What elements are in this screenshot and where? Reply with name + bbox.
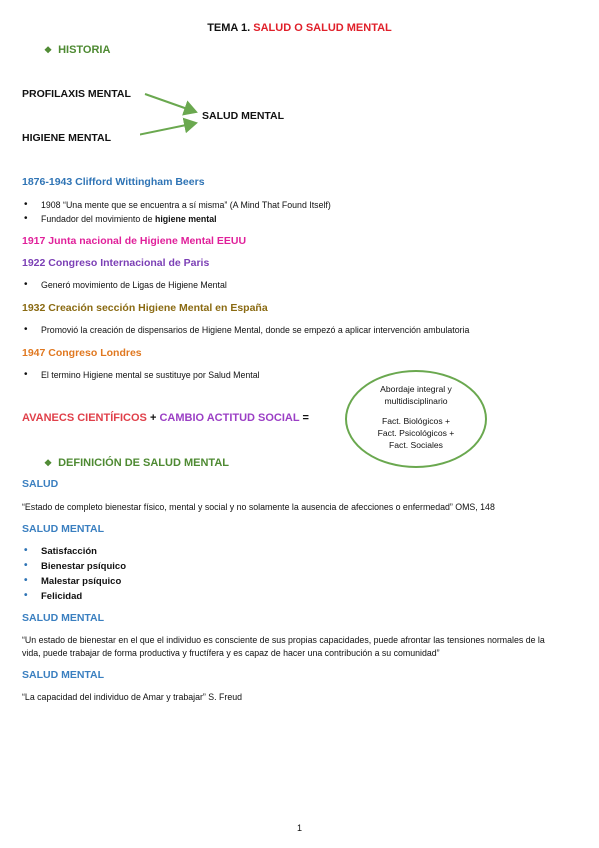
- heading-1876: 1876-1943 Clifford Wittingham Beers: [22, 176, 205, 188]
- arrow-top: [145, 94, 196, 112]
- quote-salud: “Estado de completo bienestar físico, mental y social y no solamente la ausencia de afecciones o enfermedad” OMS, 148: [22, 502, 495, 512]
- section-historia: [44, 44, 110, 56]
- heading-salud-mental-2: SALUD MENTAL: [22, 612, 105, 624]
- ellipse-line2: multidisciplinario: [384, 396, 448, 406]
- quote-salud-mental-2: “Un estado de bienestar en el que el individuo es consciente de sus propias capacidades, puede afrontar las tensiones normales de la vida, puede trabajar de forma productiva y fructífera y es capaz de hacer una contribución a su comunidad”: [22, 635, 545, 658]
- bullet-1922: • Generó movimiento de Ligas de Higiene Mental: [41, 280, 227, 290]
- page-title: [0, 22, 599, 34]
- flow-profilaxis: PROFILAXIS MENTAL: [22, 88, 131, 100]
- list-item-bienestar: • Bienestar psíquico: [41, 561, 126, 572]
- arrow-bottom: [140, 123, 196, 137]
- ellipse-line3: Fact. Biológicos +: [381, 416, 451, 426]
- ellipse-line5: Fact. Sociales: [389, 440, 443, 450]
- title-main: SALUD O SALUD MENTAL: [253, 22, 392, 34]
- ellipse-abordaje: [345, 370, 487, 468]
- section-definicion: [44, 457, 229, 469]
- flow-higiene: HIGIENE MENTAL: [22, 132, 112, 144]
- bullet-1876-1: • 1908 “Una mente que se encuentra a sí misma” (A Mind That Found Itself): [41, 200, 331, 210]
- quote-salud-mental-3: “La capacidad del individuo de Amar y trabajar” S. Freud: [22, 692, 243, 702]
- equation-plus: +: [149, 412, 157, 424]
- heading-1922: 1922 Congreso Internacional de Paris: [22, 257, 210, 269]
- heading-salud-mental-1: SALUD MENTAL: [22, 523, 105, 535]
- bullet-1932: • Promovió la creación de dispensarios de Higiene Mental, donde se empezó a aplicar intervención ambulatoria: [41, 325, 469, 335]
- page-number: 1: [296, 823, 302, 833]
- flow-salud-mental: SALUD MENTAL: [202, 110, 285, 122]
- heading-1932: 1932 Creación sección Higiene Mental en España: [22, 302, 268, 314]
- section-definicion-label: DEFINICIÓN DE SALUD MENTAL: [58, 457, 229, 469]
- diamond-bullet-icon: ❖: [44, 45, 53, 55]
- heading-1947: 1947 Congreso Londres: [22, 347, 142, 359]
- heading-salud-mental-3: SALUD MENTAL: [22, 669, 105, 681]
- equation-equals: =: [302, 412, 309, 424]
- list-item-felicidad: • Felicidad: [41, 591, 82, 602]
- flow-arrows: [140, 85, 210, 145]
- section-historia-label: HISTORIA: [58, 44, 111, 56]
- heading-salud: SALUD: [22, 478, 59, 490]
- equation: [22, 412, 309, 424]
- heading-1917: 1917 Junta nacional de Higiene Mental EEUU: [22, 235, 247, 247]
- bullet-1876-2: • Fundador del movimiento de higiene mental: [41, 214, 217, 224]
- ellipse-line4: Fact. Psicológicos +: [377, 428, 455, 438]
- equation-left: AVANECS CIENTÍFICOS: [22, 412, 147, 424]
- equation-middle: CAMBIO ACTITUD SOCIAL: [159, 412, 300, 424]
- diamond-bullet-icon: ❖: [44, 458, 53, 468]
- bullet-1947: • El termino Higiene mental se sustituye por Salud Mental: [41, 370, 260, 380]
- list-item-satisfaccion: • Satisfacción: [41, 546, 97, 557]
- ellipse-line1: Abordaje integral y: [380, 384, 452, 394]
- title-prefix: TEMA 1.: [207, 22, 251, 34]
- list-item-malestar: • Malestar psíquico: [41, 576, 121, 587]
